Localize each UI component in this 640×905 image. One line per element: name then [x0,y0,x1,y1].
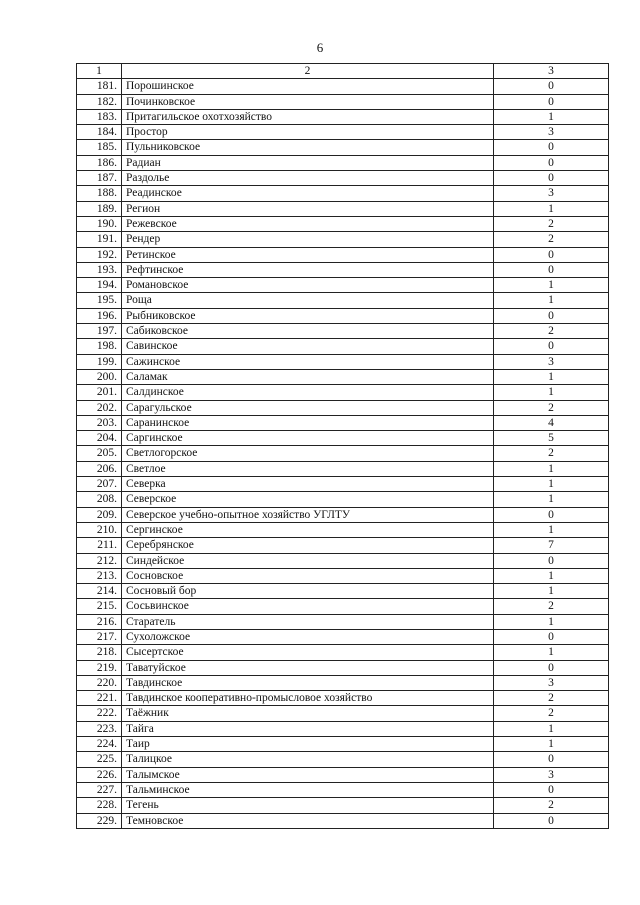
table-row [77,431,609,446]
table-row [77,262,609,277]
row-name-cell: Сарагульское [122,400,494,415]
row-number-cell: 222. [77,706,122,721]
table-row [77,538,609,553]
row-count-cell: 1 [494,737,609,752]
row-number-cell: 228. [77,798,122,813]
row-number-cell: 213. [77,568,122,583]
table-row [77,324,609,339]
row-number-cell: 221. [77,691,122,706]
row-count-cell: 2 [494,324,609,339]
table-row [77,201,609,216]
row-count-cell: 1 [494,645,609,660]
row-name-cell: Романовское [122,278,494,293]
table-row [77,798,609,813]
row-count-cell: 0 [494,79,609,94]
row-number-cell: 208. [77,492,122,507]
row-name-cell: Рыбниковское [122,308,494,323]
row-count-cell: 2 [494,216,609,231]
table-header-row [77,64,609,79]
table-row [77,216,609,231]
table-row [77,477,609,492]
row-number-cell: 203. [77,415,122,430]
row-count-cell: 0 [494,660,609,675]
table-row [77,813,609,828]
row-name-cell: Синдейское [122,553,494,568]
row-name-cell: Тегень [122,798,494,813]
row-count-cell: 1 [494,568,609,583]
row-name-cell: Тавдинское [122,675,494,690]
row-number-cell: 218. [77,645,122,660]
row-count-cell: 1 [494,461,609,476]
row-name-cell: Талымское [122,767,494,782]
table-row [77,140,609,155]
row-name-cell: Пульниковское [122,140,494,155]
table-row [77,629,609,644]
row-number-cell: 196. [77,308,122,323]
table-row [77,721,609,736]
row-number-cell: 210. [77,522,122,537]
table-row [77,553,609,568]
table-row [77,782,609,797]
row-count-cell: 1 [494,278,609,293]
table-row [77,293,609,308]
row-number-cell: 215. [77,599,122,614]
row-name-cell: Саламак [122,369,494,384]
table-row [77,308,609,323]
row-name-cell: Роща [122,293,494,308]
table-row [77,125,609,140]
row-number-cell: 211. [77,538,122,553]
row-name-cell: Радиан [122,155,494,170]
row-number-cell: 206. [77,461,122,476]
row-name-cell: Сабиковское [122,324,494,339]
row-name-cell: Тальминское [122,782,494,797]
row-name-cell: Сажинское [122,354,494,369]
table-body [77,79,609,829]
row-number-cell: 181. [77,79,122,94]
row-name-cell: Порошинское [122,79,494,94]
table-row [77,660,609,675]
row-name-cell: Починковское [122,94,494,109]
table-row [77,155,609,170]
row-name-cell: Сухоложское [122,629,494,644]
table-row [77,247,609,262]
row-name-cell: Северское [122,492,494,507]
table-row [77,584,609,599]
row-name-cell: Саранинское [122,415,494,430]
row-count-cell: 0 [494,94,609,109]
row-name-cell: Темновское [122,813,494,828]
row-name-cell: Светлогорское [122,446,494,461]
row-name-cell: Рендер [122,232,494,247]
row-name-cell: Притагильское охотхозяйство [122,109,494,124]
table-row [77,354,609,369]
row-count-cell: 1 [494,584,609,599]
table-row [77,369,609,384]
table-row [77,278,609,293]
row-count-cell: 2 [494,599,609,614]
table-row [77,767,609,782]
row-name-cell: Таватуйское [122,660,494,675]
row-number-cell: 209. [77,507,122,522]
table-row [77,79,609,94]
row-number-cell: 212. [77,553,122,568]
row-count-cell: 0 [494,813,609,828]
row-name-cell: Реадинское [122,186,494,201]
row-number-cell: 199. [77,354,122,369]
row-name-cell: Северское учебно-опытное хозяйство УГЛТУ [122,507,494,522]
registry-table [76,63,609,829]
row-count-cell: 3 [494,186,609,201]
row-count-cell: 1 [494,721,609,736]
table-row [77,400,609,415]
row-number-cell: 185. [77,140,122,155]
row-number-cell: 216. [77,614,122,629]
row-name-cell: Режевское [122,216,494,231]
row-name-cell: Салдинское [122,385,494,400]
row-name-cell: Сосновское [122,568,494,583]
row-number-cell: 225. [77,752,122,767]
row-number-cell: 204. [77,431,122,446]
row-number-cell: 207. [77,477,122,492]
table-row [77,568,609,583]
row-count-cell: 0 [494,171,609,186]
row-count-cell: 3 [494,675,609,690]
row-count-cell: 1 [494,109,609,124]
row-name-cell: Сысертское [122,645,494,660]
row-name-cell: Тайга [122,721,494,736]
row-number-cell: 188. [77,186,122,201]
row-number-cell: 191. [77,232,122,247]
row-name-cell: Северка [122,477,494,492]
row-number-cell: 229. [77,813,122,828]
table-row [77,599,609,614]
row-name-cell: Таир [122,737,494,752]
row-name-cell: Талицкое [122,752,494,767]
row-number-cell: 184. [77,125,122,140]
table-row [77,109,609,124]
page-number: 6 [316,40,324,55]
row-name-cell: Серебрянское [122,538,494,553]
row-name-cell: Раздолье [122,171,494,186]
row-count-cell: 0 [494,262,609,277]
row-count-cell: 5 [494,431,609,446]
row-count-cell: 0 [494,629,609,644]
row-number-cell: 227. [77,782,122,797]
row-number-cell: 226. [77,767,122,782]
row-number-cell: 220. [77,675,122,690]
row-number-cell: 214. [77,584,122,599]
table-row [77,171,609,186]
table-row [77,415,609,430]
row-name-cell: Ретинское [122,247,494,262]
row-count-cell: 3 [494,125,609,140]
row-count-cell: 2 [494,798,609,813]
row-number-cell: 200. [77,369,122,384]
row-count-cell: 7 [494,538,609,553]
table-row [77,385,609,400]
row-name-cell: Сосновый бор [122,584,494,599]
table-row [77,691,609,706]
row-name-cell: Сергинское [122,522,494,537]
table-row [77,339,609,354]
column-header-name: 2 [122,64,494,79]
row-name-cell: Тавдинское кооперативно-промысловое хозяйство [122,691,494,706]
row-number-cell: 198. [77,339,122,354]
row-name-cell: Саргинское [122,431,494,446]
row-number-cell: 205. [77,446,122,461]
row-name-cell: Таёжник [122,706,494,721]
row-count-cell: 4 [494,415,609,430]
table-row [77,522,609,537]
row-number-cell: 195. [77,293,122,308]
row-count-cell: 2 [494,691,609,706]
row-count-cell: 1 [494,492,609,507]
row-name-cell: Простор [122,125,494,140]
table-row [77,614,609,629]
row-name-cell: Регион [122,201,494,216]
row-count-cell: 1 [494,369,609,384]
row-number-cell: 223. [77,721,122,736]
row-name-cell: Старатель [122,614,494,629]
table-row [77,186,609,201]
row-name-cell: Сосьвинское [122,599,494,614]
row-number-cell: 183. [77,109,122,124]
row-count-cell: 0 [494,339,609,354]
row-number-cell: 190. [77,216,122,231]
row-count-cell: 0 [494,553,609,568]
row-count-cell: 1 [494,293,609,308]
row-number-cell: 193. [77,262,122,277]
row-number-cell: 187. [77,171,122,186]
row-count-cell: 0 [494,247,609,262]
table-row [77,446,609,461]
row-count-cell: 1 [494,477,609,492]
row-name-cell: Рефтинское [122,262,494,277]
row-count-cell: 0 [494,308,609,323]
row-count-cell: 3 [494,767,609,782]
row-name-cell: Савинское [122,339,494,354]
row-count-cell: 1 [494,201,609,216]
table-row [77,645,609,660]
table-row [77,492,609,507]
row-number-cell: 219. [77,660,122,675]
row-count-cell: 1 [494,522,609,537]
row-count-cell: 1 [494,385,609,400]
table-row [77,752,609,767]
row-count-cell: 2 [494,400,609,415]
table-row [77,232,609,247]
row-number-cell: 189. [77,201,122,216]
row-number-cell: 217. [77,629,122,644]
row-count-cell: 0 [494,782,609,797]
table-row [77,507,609,522]
row-count-cell: 0 [494,155,609,170]
row-number-cell: 202. [77,400,122,415]
row-number-cell: 224. [77,737,122,752]
row-number-cell: 201. [77,385,122,400]
row-number-cell: 186. [77,155,122,170]
row-number-cell: 192. [77,247,122,262]
row-count-cell: 2 [494,232,609,247]
row-count-cell: 0 [494,507,609,522]
column-header-number: 1 [77,64,122,79]
column-header-count: 3 [494,64,609,79]
row-count-cell: 0 [494,752,609,767]
row-count-cell: 1 [494,614,609,629]
table-row [77,706,609,721]
table-row [77,461,609,476]
table-row [77,94,609,109]
table-row [77,737,609,752]
row-count-cell: 2 [494,706,609,721]
row-count-cell: 0 [494,140,609,155]
row-count-cell: 2 [494,446,609,461]
row-number-cell: 182. [77,94,122,109]
row-number-cell: 194. [77,278,122,293]
row-count-cell: 3 [494,354,609,369]
table-row [77,675,609,690]
row-name-cell: Светлое [122,461,494,476]
row-number-cell: 197. [77,324,122,339]
